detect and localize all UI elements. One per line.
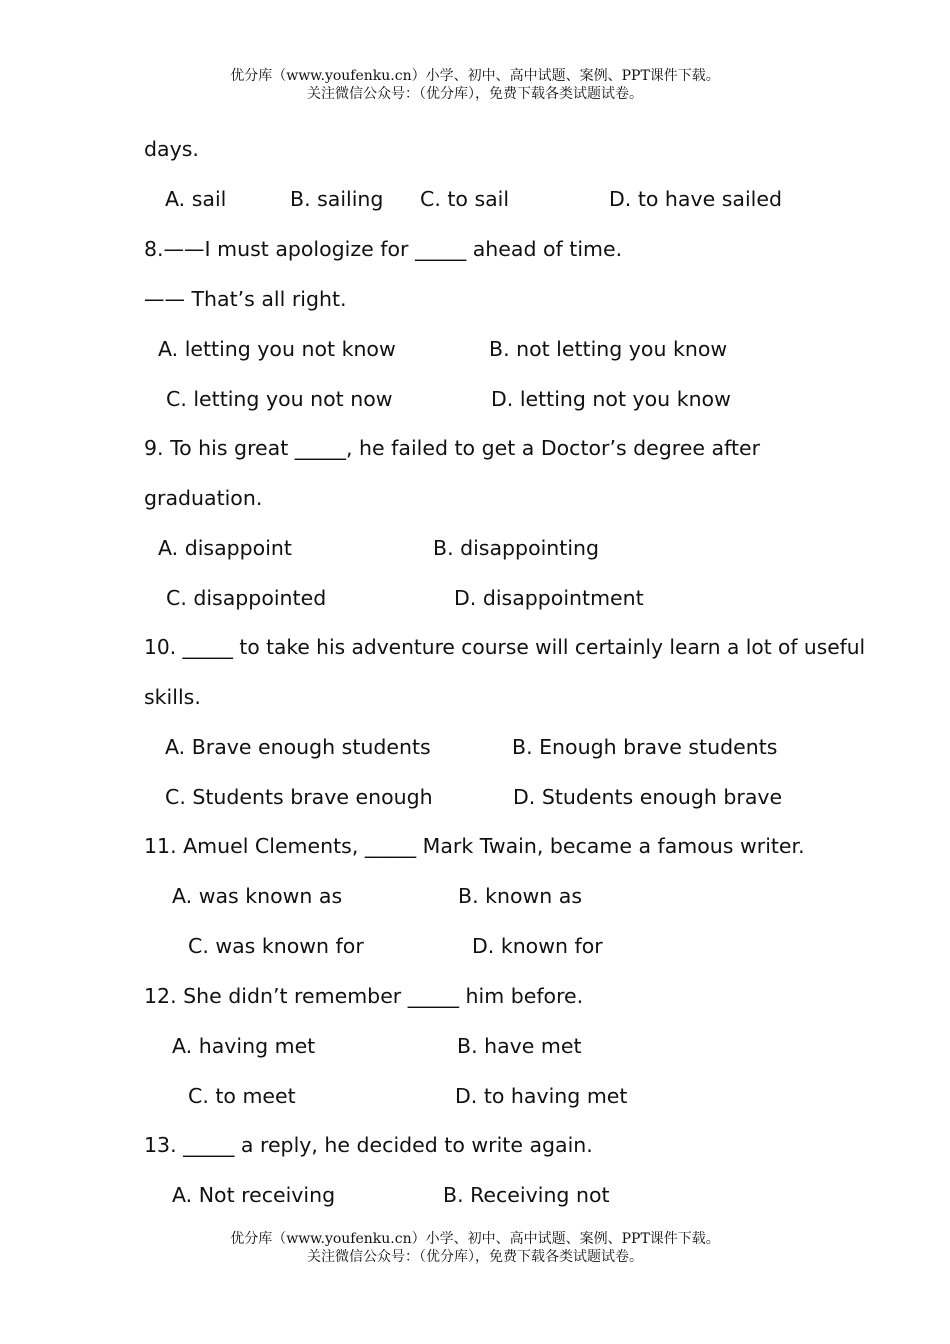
page-footer xyxy=(0,1230,950,1266)
header-line-1: 优分库（www.youfenku.cn）小学、初中、高中试题、案例、PPT课件下载。 xyxy=(230,68,720,84)
q10-stem: 10. _____ to take his adventure course will certainly learn a lot of useful xyxy=(144,635,866,659)
q10-option-d: D. Students enough brave xyxy=(513,785,783,809)
q8-stem: 8.——I must apologize for _____ ahead of time. xyxy=(144,237,623,261)
q9-option-d: D. disappointment xyxy=(454,586,644,610)
q12-option-b: B. have met xyxy=(457,1034,582,1058)
q12-option-a: A. having met xyxy=(172,1034,316,1058)
q8-option-c: C. letting you not now xyxy=(166,387,393,411)
q12-stem: 12. She didn’t remember _____ him before. xyxy=(144,984,584,1008)
q13-stem: 13. _____ a reply, he decided to write again. xyxy=(144,1133,593,1157)
q12-option-d: D. to having met xyxy=(455,1084,628,1108)
header-line-2: 关注微信公众号：（优分库），免费下载各类试题试卷。 xyxy=(307,86,643,102)
q11-option-c: C. was known for xyxy=(188,934,364,958)
q7-option-b: B. sailing xyxy=(290,187,384,211)
q9-option-b: B. disappointing xyxy=(433,536,600,560)
q8-option-d: D. letting not you know xyxy=(491,387,731,411)
q7-option-c: C. to sail xyxy=(420,187,510,211)
q13-option-b: B. Receiving not xyxy=(443,1183,610,1207)
q8-reply: —— That’s all right. xyxy=(144,287,347,311)
q11-stem: 11. Amuel Clements, _____ Mark Twain, became a famous writer. xyxy=(144,834,805,858)
q13-option-a: A. Not receiving xyxy=(172,1183,336,1207)
q10-option-c: C. Students brave enough xyxy=(165,785,433,809)
q7-stem-tail: days. xyxy=(144,137,199,161)
q11-option-d: D. known for xyxy=(472,934,603,958)
q7-option-d: D. to have sailed xyxy=(609,187,782,211)
page-header xyxy=(0,67,950,103)
q10-stem-continued: skills. xyxy=(144,685,201,709)
footer-line-2: 关注微信公众号：（优分库），免费下载各类试题试卷。 xyxy=(307,1249,643,1265)
q9-option-a: A. disappoint xyxy=(158,536,292,560)
q11-option-a: A. was known as xyxy=(172,884,343,908)
q9-stem: 9. To his great _____, he failed to get a Doctor’s degree after xyxy=(144,436,761,460)
q9-option-c: C. disappointed xyxy=(166,586,327,610)
q12-option-c: C. to meet xyxy=(188,1084,296,1108)
footer-line-1: 优分库（www.youfenku.cn）小学、初中、高中试题、案例、PPT课件下载。 xyxy=(230,1231,720,1247)
q11-option-b: B. known as xyxy=(458,884,583,908)
q7-option-a: A. sail xyxy=(165,187,227,211)
q10-option-b: B. Enough brave students xyxy=(512,735,778,759)
q8-option-b: B. not letting you know xyxy=(489,337,728,361)
q8-option-a: A. letting you not know xyxy=(158,337,396,361)
q10-option-a: A. Brave enough students xyxy=(165,735,431,759)
q9-stem-continued: graduation. xyxy=(144,486,263,510)
